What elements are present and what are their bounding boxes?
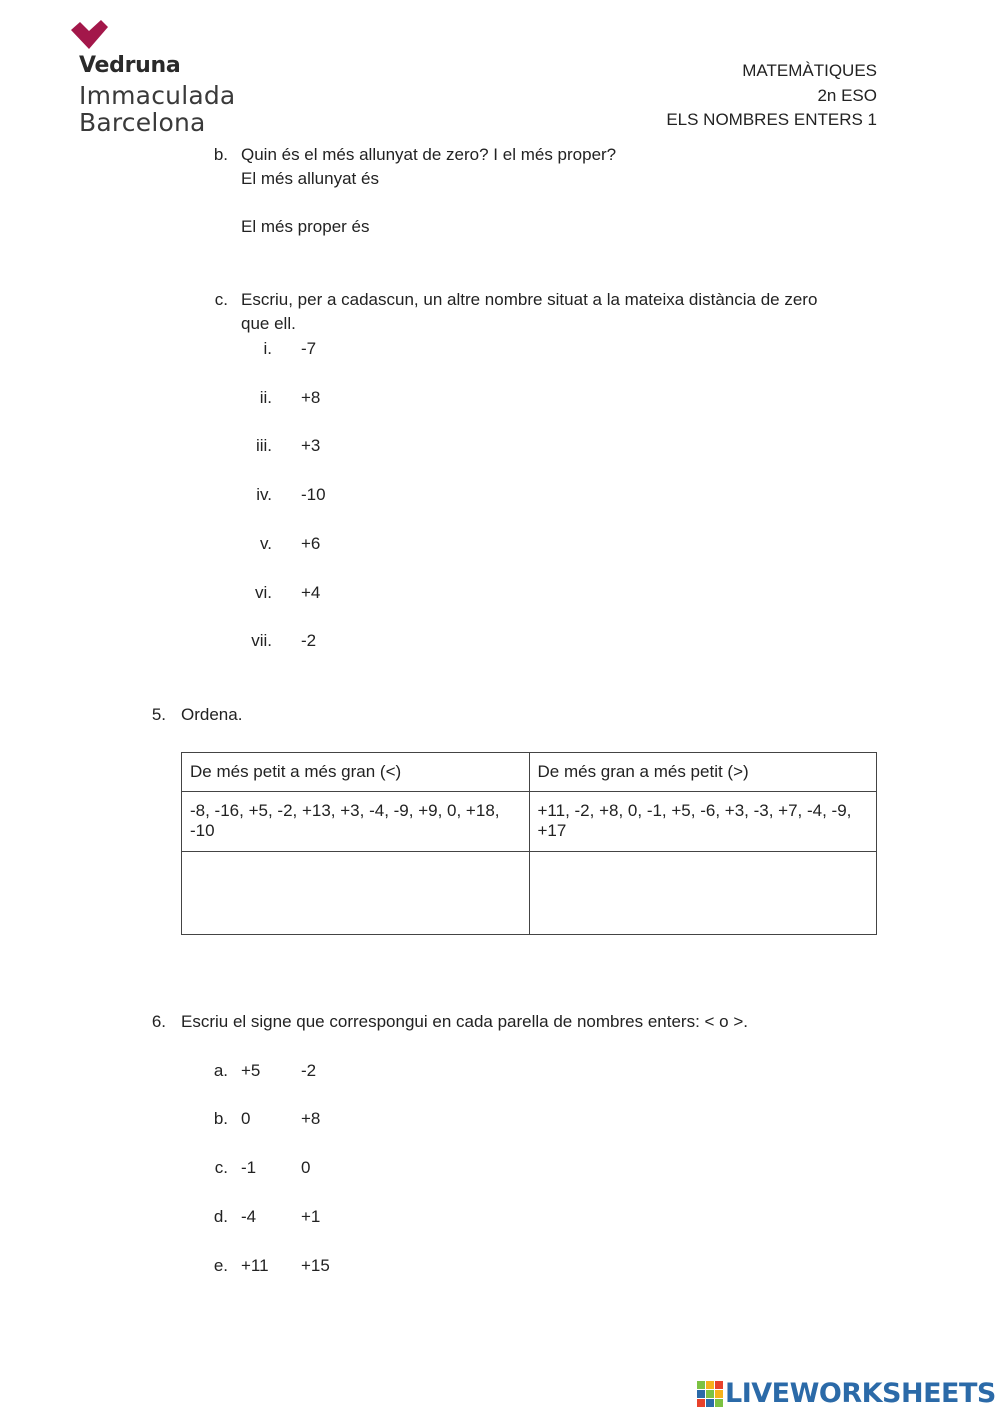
header-grade: 2n ESO (817, 86, 877, 105)
table-header-row (182, 753, 877, 792)
table-header-ascending: De més petit a més gran (<) (182, 753, 530, 792)
liveworksheets-logo-icon (697, 1381, 723, 1407)
list-item-value: +8 (301, 388, 321, 407)
pair-left-value: -4 (241, 1207, 257, 1226)
pair-right-value: +15 (301, 1256, 330, 1275)
pair-left-value: +5 (241, 1061, 261, 1080)
list-item-marker: v. (260, 534, 272, 553)
answer-cell-ascending[interactable] (182, 852, 530, 935)
ordering-table (181, 752, 877, 935)
list-item-marker: iii. (255, 436, 272, 455)
question-c-text-line1: Escriu, per a cadascun, un altre nombre situat a la mateixa distància de zero (241, 290, 818, 309)
pair-marker: d. (213, 1207, 228, 1226)
list-item-value: +3 (301, 436, 321, 455)
list-item-marker: i. (263, 339, 272, 358)
question-6-title: Escriu el signe que correspongui en cada parella de nombres enters: < o >. (181, 1012, 749, 1031)
list-item-marker: ii. (259, 388, 272, 407)
pair-right-value: -2 (301, 1061, 317, 1080)
logo-line-2: Immaculada (79, 81, 236, 110)
pair-marker: b. (213, 1109, 228, 1128)
question-5-title: Ordena. (181, 705, 243, 724)
numbers-to-sort-descending: +11, -2, +8, 0, -1, +5, -6, +3, -3, +7, -4, -9, +17 (529, 792, 877, 852)
question-c-text-line2: que ell. (241, 314, 296, 333)
pair-left-value: +11 (241, 1256, 269, 1275)
logo-line-3: Barcelona (79, 108, 206, 137)
question-b-text: Quin és el més allunyat de zero? I el més proper? (241, 145, 617, 164)
logo-line-1: Vedruna (79, 53, 181, 78)
pair-left-value: 0 (241, 1109, 251, 1128)
list-item-value: -10 (301, 485, 326, 504)
pair-marker: e. (213, 1256, 228, 1275)
answer-cell-descending[interactable] (529, 852, 877, 935)
table-row (182, 792, 877, 852)
question-6-marker: 6. (151, 1012, 166, 1031)
header-topic: ELS NOMBRES ENTERS 1 (666, 110, 877, 129)
list-item-value: +6 (301, 534, 321, 553)
farthest-label: El més allunyat és (241, 169, 379, 188)
numbers-to-sort-ascending: -8, -16, +5, -2, +13, +3, -4, -9, +9, 0, +18, -10 (182, 792, 530, 852)
nearest-label: El més proper és (241, 217, 370, 236)
header-subject: MATEMÀTIQUES (742, 61, 877, 80)
list-item-value: +4 (301, 583, 321, 602)
list-item-marker: vi. (255, 583, 272, 602)
pair-marker: c. (214, 1158, 228, 1177)
question-5-marker: 5. (151, 705, 166, 724)
pair-marker: a. (213, 1061, 228, 1080)
list-item-marker: vii. (251, 631, 272, 650)
question-c-marker: c. (214, 290, 228, 309)
liveworksheets-text: LIVEWORKSHEETS (725, 1378, 996, 1409)
list-item-value: -2 (301, 631, 317, 650)
pair-right-value: +8 (301, 1109, 321, 1128)
pair-left-value: -1 (241, 1158, 257, 1177)
question-b-marker: b. (213, 145, 228, 164)
vedruna-heart-logo-icon (68, 18, 110, 52)
pair-right-value: +1 (301, 1207, 321, 1226)
list-item-value: -7 (301, 339, 317, 358)
answer-row (182, 852, 877, 935)
pair-right-value: 0 (301, 1158, 311, 1177)
list-item-marker: iv. (256, 485, 272, 504)
table-header-descending: De més gran a més petit (>) (529, 753, 877, 792)
